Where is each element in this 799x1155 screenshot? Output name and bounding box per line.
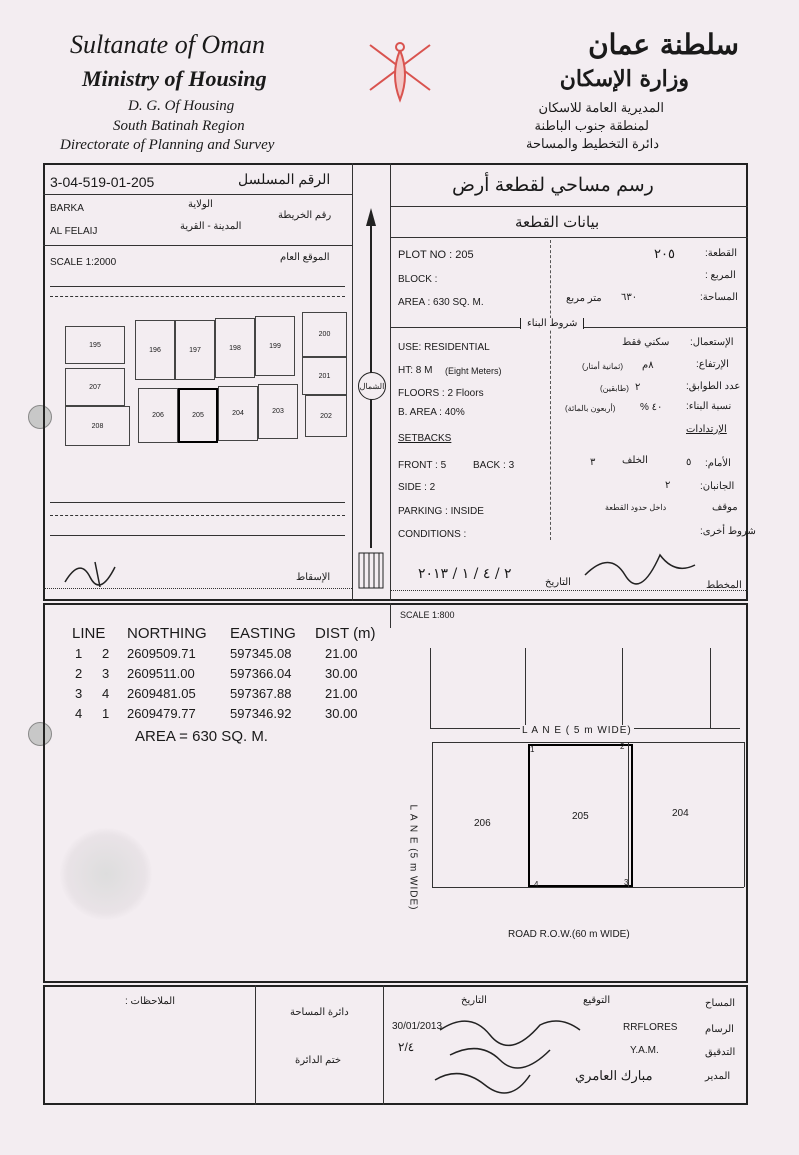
site-parcel: 206 — [138, 388, 178, 443]
back-en: BACK : 3 — [473, 460, 515, 471]
road-label: ROAD R.O.W.(60 m WIDE) — [508, 929, 630, 940]
corner-1: 1 — [530, 745, 535, 754]
header-ar-line4: لمنطقة جنوب الباطنة — [534, 118, 649, 133]
header-en-line2: Ministry of Housing — [82, 66, 267, 91]
projection-signature-icon — [60, 552, 130, 592]
site-plan-label: الموقع العام — [280, 252, 330, 263]
site-parcel: 195 — [65, 326, 125, 364]
detail-parcel-main: 205 — [572, 811, 589, 822]
height-ar-val: ٨م — [642, 360, 654, 371]
survey-dept-label: دائرة المساحة — [290, 1007, 349, 1018]
back-ar: الخلف — [622, 455, 648, 466]
plot-no-ar-val: ٢٠٥ — [654, 246, 675, 261]
height-en: HT: 8 M — [398, 365, 433, 376]
conditions-en: CONDITIONS : — [398, 529, 467, 540]
checker-label: التدقيق — [705, 1047, 736, 1058]
header-ar-line2: وزارة الإسكان — [559, 66, 689, 92]
floors-en: FLOORS : 2 Floors — [398, 388, 484, 399]
wilayat-value: BARKA — [50, 203, 84, 214]
drawing-title: رسم مساحي لقطعة أرض — [452, 175, 654, 196]
town-label: المدينة - القرية — [180, 221, 242, 232]
use-ar-val: سكني فقط — [622, 337, 670, 348]
date-label-top: التاريخ — [545, 577, 571, 588]
drafter-label: الرسام — [705, 1024, 734, 1035]
building-conditions-title: شروط البناء — [520, 318, 584, 329]
floors-ar-note: (طابقين) — [600, 384, 629, 393]
site-parcel: 207 — [65, 368, 125, 406]
site-parcel: 199 — [255, 316, 295, 376]
site-parcel: 202 — [305, 395, 347, 437]
barea-en: B. AREA : 40% — [398, 407, 465, 418]
side-en: SIDE : 2 — [398, 482, 436, 493]
corner-4: 4 — [534, 880, 539, 889]
footer-signature-label: التوقيع — [583, 995, 611, 1006]
site-parcel: 201 — [302, 357, 347, 395]
planner-signature-icon — [580, 545, 700, 585]
parking-en: PARKING : INSIDE — [398, 506, 484, 517]
coords-header-northing: NORTHING — [127, 625, 207, 642]
checker-name: Y.A.M. — [630, 1045, 659, 1056]
footer-signatures-icon — [430, 1010, 590, 1100]
site-parcel: 203 — [258, 384, 298, 439]
map-no-label: رقم الخريطة — [278, 210, 332, 221]
setbacks-ar: الإرتدادات — [686, 424, 727, 435]
block-ar: المربع : — [705, 270, 736, 281]
serial-value: 3-04-519-01-205 — [50, 174, 155, 190]
coords-area: AREA = 630 SQ. M. — [135, 728, 268, 745]
site-parcel-subject: 205 — [178, 388, 218, 443]
footer-date-value: 30/01/2013 — [392, 1021, 443, 1032]
lane-top-label: L A N E ( 5 m WIDE) — [522, 725, 632, 736]
parking-ar-val: داخل حدود القطعة — [605, 503, 667, 512]
surveyor-label: المساح — [705, 998, 736, 1009]
oman-emblem-icon — [360, 35, 440, 110]
height-ar: الإرتفاع: — [696, 359, 729, 370]
divider-center-right — [390, 163, 391, 601]
north-arrow-icon — [356, 208, 386, 593]
side-ar: الجانبان: — [700, 481, 735, 492]
detail-parcel-right: 204 — [672, 808, 689, 819]
director-name: مبارك العامري — [575, 1068, 653, 1083]
coords-header-easting: EASTING — [230, 625, 296, 642]
front-en: FRONT : 5 — [398, 460, 447, 471]
area-en: AREA : 630 SQ. M. — [398, 297, 484, 308]
corner-2: 2 — [620, 742, 625, 751]
barea-ar: نسبة البناء: — [686, 401, 732, 412]
projection-label: الإسقاط — [296, 572, 331, 583]
header-ar-line1: سلطنة عمان — [588, 28, 739, 61]
front-ar-val: ٥ — [686, 457, 692, 468]
front-ar: الأمام: — [705, 458, 731, 469]
barea-ar-val: ٤٠ % — [640, 402, 663, 413]
detail-parcel-left: 206 — [474, 818, 491, 829]
area-unit-ar: متر مربع — [566, 293, 602, 304]
header-ar-line5: دائرة التخطيط والمساحة — [526, 136, 659, 151]
site-parcel: 198 — [215, 318, 255, 378]
planner-label: المخطط — [706, 580, 742, 591]
header-en-line4: South Batinah Region — [113, 118, 245, 134]
header-en-line5: Directorate of Planning and Survey — [60, 137, 275, 153]
floors-ar-val: ٢ — [635, 382, 641, 393]
height-ar-note: (ثمانية أمتار) — [582, 362, 623, 371]
notes-label: الملاحظات : — [125, 996, 175, 1007]
header-en-line1: Sultanate of Oman — [70, 30, 265, 59]
site-parcel: 200 — [302, 312, 347, 357]
plot-no-ar: القطعة: — [705, 248, 738, 259]
footer-date-label: التاريخ — [461, 995, 487, 1006]
divider-left-center — [352, 163, 353, 601]
detail-scale: SCALE 1:800 — [400, 610, 455, 620]
height-en-note: (Eight Meters) — [445, 366, 502, 376]
director-label: المدير — [705, 1071, 731, 1082]
serial-label: الرقم المسلسل — [238, 171, 331, 187]
conditions-ar: شروط أخرى: — [700, 526, 756, 537]
barea-ar-note: (أربعون بالمائة) — [565, 404, 616, 413]
header-en-line3: D. G. Of Housing — [128, 98, 235, 114]
site-parcel: 204 — [218, 386, 258, 441]
header-ar-line3: المديرية العامة للاسكان — [538, 100, 664, 115]
dept-stamp-label: ختم الدائرة — [295, 1055, 342, 1066]
setbacks-en: SETBACKS — [398, 433, 452, 444]
handwritten-date: ٢/٤ — [398, 1040, 415, 1054]
plot-no-en: PLOT NO : 205 — [398, 249, 474, 261]
use-ar: الإستعمال: — [690, 337, 734, 348]
back-ar-val: ٣ — [590, 457, 596, 468]
town-value: AL FELAIJ — [50, 226, 98, 237]
use-en: USE: RESIDENTIAL — [398, 342, 490, 353]
coords-header-line: LINE — [72, 625, 106, 642]
coords-header-dist: DIST (m) — [315, 625, 376, 642]
site-parcel: 196 — [135, 320, 175, 380]
site-parcel: 197 — [175, 320, 215, 380]
corner-3: 3 — [624, 878, 629, 887]
plot-data-title: بيانات القطعة — [515, 214, 600, 231]
site-parcel: 208 — [65, 406, 130, 446]
side-ar-val: ٢ — [665, 480, 671, 491]
embossed-seal-icon — [60, 828, 152, 920]
area-ar: المساحة: — [700, 292, 738, 303]
block-en: BLOCK : — [398, 274, 438, 285]
scale-top: SCALE 1:2000 — [50, 257, 117, 268]
wilayat-label: الولاية — [188, 199, 213, 210]
floors-ar: عدد الطوابق: — [686, 381, 741, 392]
drafter-name: RRFLORES — [623, 1022, 678, 1033]
lane-left-label: L A N E (5 m WIDE) — [407, 804, 419, 911]
handwritten-projection: ٢ / ٤ / ١ / ٢٠١٣ — [418, 566, 512, 582]
parking-ar: موقف — [712, 502, 738, 513]
north-label: الشمال — [358, 372, 386, 400]
area-ar-val: ٦٣٠ — [621, 292, 638, 303]
